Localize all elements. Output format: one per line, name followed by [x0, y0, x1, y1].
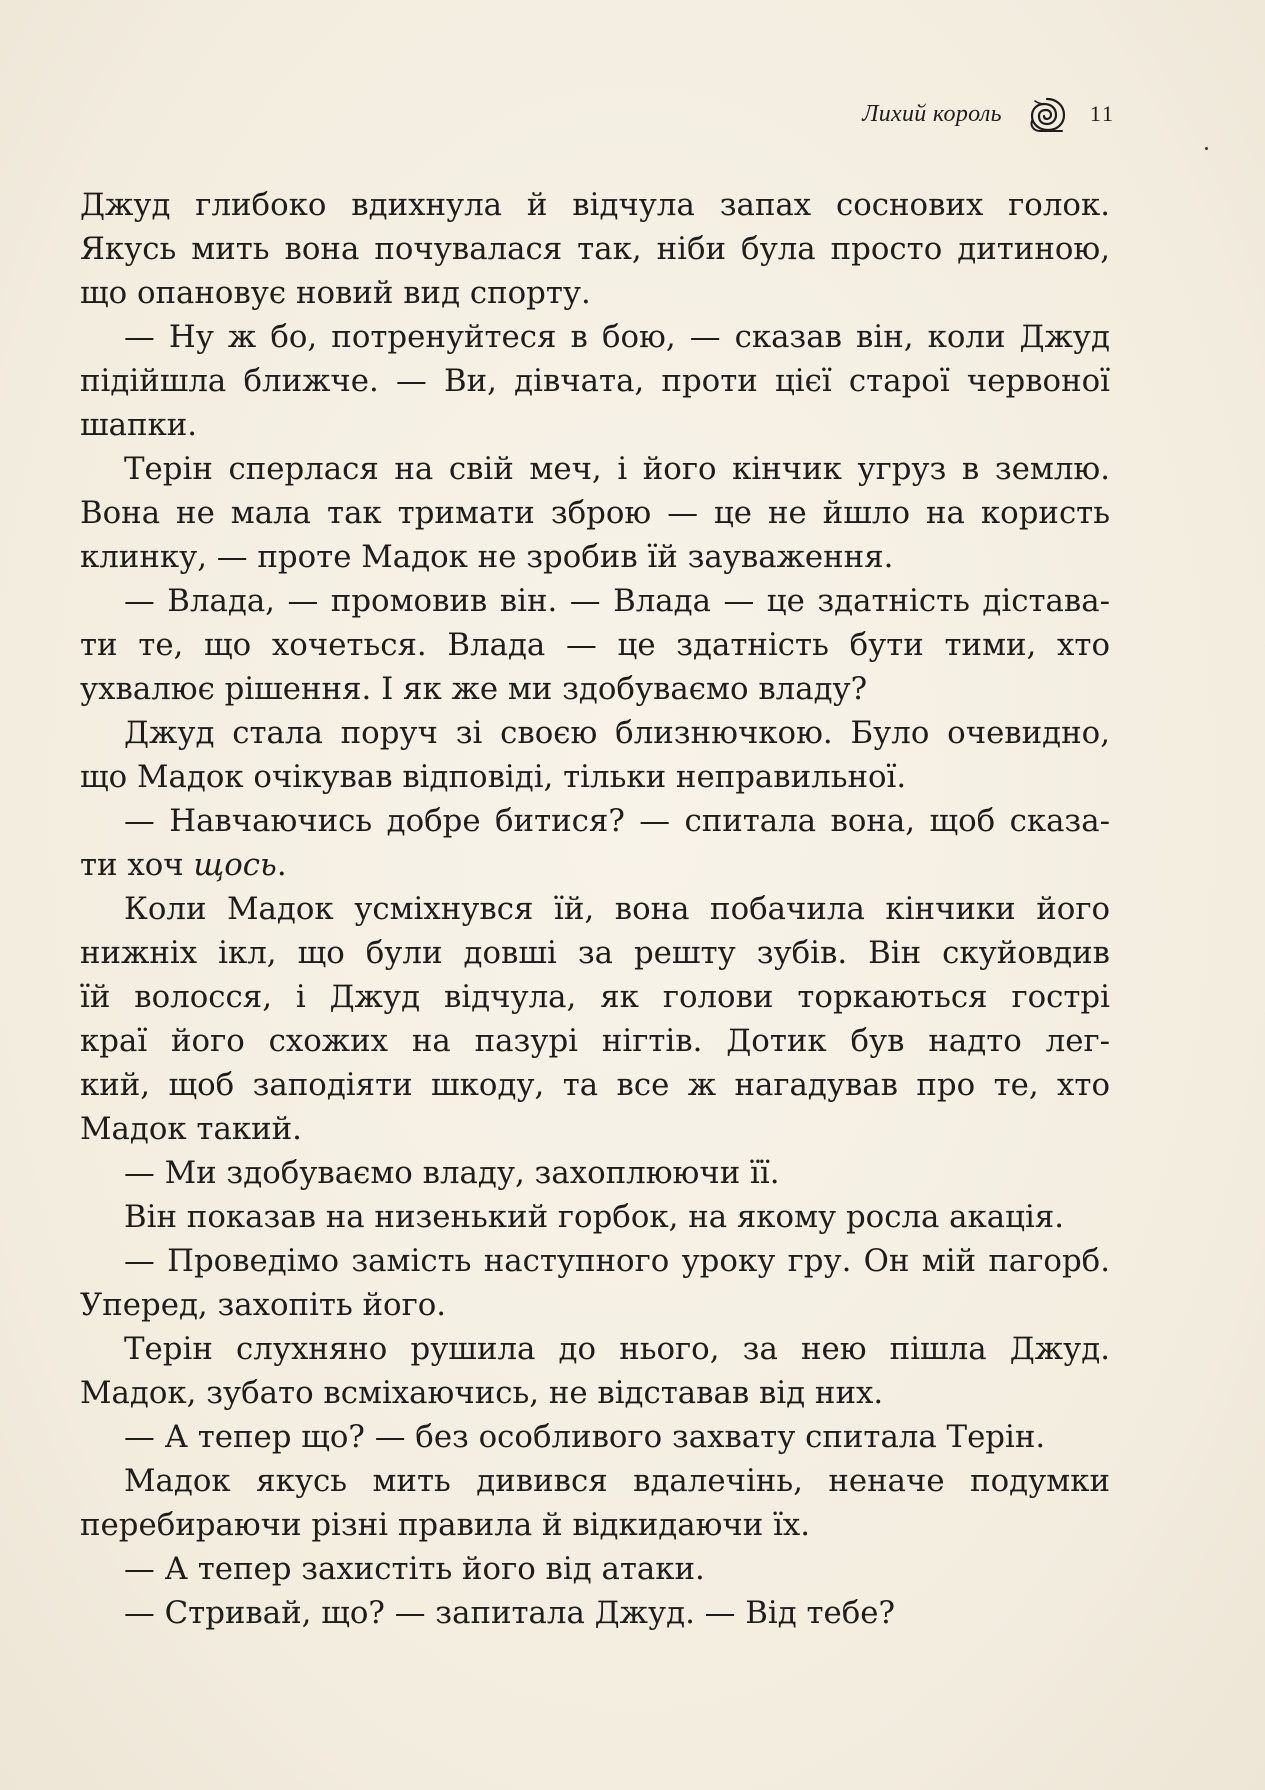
text-line: підійшла ближче. — Ви, дівчата, проти цієї старої червоної [80, 363, 1110, 399]
text-line: нижніх ікл, що були довші за решту зубів. Він скуйовдив [80, 935, 1110, 971]
text-line: — А тепер що? — без особливого захвату спитала Терін. [124, 1419, 1046, 1455]
text-line: — Влада, — промовив він. — Влада — це здатність діставa- [124, 583, 1110, 619]
text-line: — Проведімо замість наступного уроку гру. Он мій пагорб. [124, 1243, 1110, 1279]
text-line: Терін сперлася на свій меч, і його кінчик угруз в землю. [124, 451, 1110, 487]
text-line: — Навчаючись добре битися? — спитала вона, щоб сказа- [124, 803, 1110, 839]
paper-speck [1205, 147, 1208, 150]
text-line: — Стривай, що? — запитала Джуд. — Від тебе? [124, 1595, 896, 1631]
text-line: Якусь мить вона почувалася так, ніби була просто дитиною, [80, 231, 1110, 267]
text-line: Терін слухняно рушила до нього, за нею пішла Джуд. [124, 1331, 1110, 1367]
text-line: Він показав на низенький горбок, на якому росла акація. [124, 1199, 1065, 1235]
text-line: що Мадок очікував відповіді, тільки неправильної. [80, 759, 907, 795]
text-line: краї його схожих на пазурі нігтів. Дотик був надто лег- [80, 1023, 1110, 1059]
text-line [80, 843, 1110, 887]
text-line: кий, щоб заподіяти шкоду, та все ж нагадував про те, хто [80, 1067, 1110, 1103]
text-line: ухвалює рішення. І як же ми здобуваємо владу? [80, 671, 868, 707]
italic-word: щось [193, 847, 277, 883]
snail-shell-icon [1026, 93, 1068, 135]
text-line: Джуд глибоко вдихнула й відчула запах соснових голок. [80, 187, 1110, 223]
text-line: Мадок якусь мить дивився вдалечінь, неначе подумки [124, 1463, 1110, 1499]
running-header [862, 92, 1115, 136]
text-line: Джуд стала поруч зі своєю близнючкою. Було очевидно, [124, 715, 1110, 751]
text-line: їй волосся, і Джуд відчула, як голови торкаються гострі [80, 979, 1110, 1015]
text-line: що опановує новий вид спорту. [80, 275, 591, 311]
text-line: Вона не мала так тримати зброю — це не йшло на користь [80, 495, 1110, 531]
text-line: шапки. [80, 407, 198, 443]
text-line: — Ну ж бо, потренуйтеся в бою, — сказав він, коли Джуд [124, 319, 1110, 355]
text-line: Мадок, зубато всміхаючись, не відставав від них. [80, 1375, 884, 1411]
text-fragment: . [276, 847, 287, 883]
page-number: 11 [1089, 101, 1115, 126]
text-fragment: ти хоч [80, 847, 184, 883]
running-title: Лихий король [862, 100, 1002, 127]
text-line: — Ми здобуваємо владу, захоплюючи її. [124, 1155, 780, 1191]
page-body [80, 183, 1110, 1635]
text-line: Уперед, захопіть його. [80, 1287, 447, 1323]
text-line: — А тепер захистіть його від атаки. [124, 1551, 705, 1587]
text-line: Коли Мадок усміхнувся їй, вона побачила кінчики його [124, 891, 1110, 927]
text-line: Мадок такий. [80, 1111, 302, 1147]
text-line: перебираючи різні правила й відкидаючи їх. [80, 1507, 811, 1543]
text-line: клинку, — проте Мадок не зробив їй зауваження. [80, 539, 894, 575]
text-line: ти те, що хочеться. Влада — це здатність бути тими, хто [80, 627, 1110, 663]
